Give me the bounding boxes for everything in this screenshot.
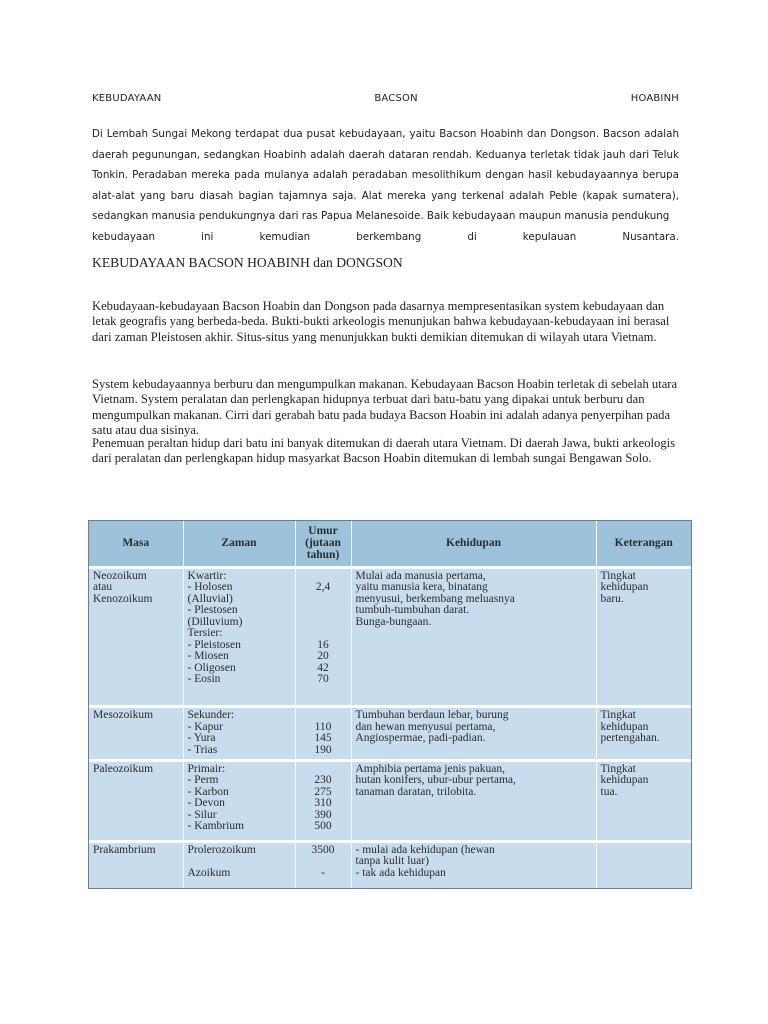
cell-line: Angiospermae, padi-padian. — [355, 732, 486, 745]
cell-line: Azoikum — [187, 866, 231, 879]
cell-line: pertengahan. — [600, 732, 660, 745]
cell-line: tumbuh-tumbuhan darat. — [355, 604, 470, 616]
cell-umur — [295, 707, 351, 761]
cell-line: Bunga-bungaan. — [355, 615, 432, 628]
cell-zaman — [183, 760, 295, 841]
cell-line: - Perm — [187, 774, 219, 787]
cell-line: 3500 — [311, 843, 335, 856]
cell-line: Paleozoikum — [93, 762, 154, 775]
cell-zaman — [183, 841, 295, 888]
table-row — [89, 707, 691, 761]
cell-umur — [295, 567, 351, 707]
header-zaman: Zaman — [183, 521, 295, 567]
cell-umur — [295, 760, 351, 841]
intro-last-word: Nusantara. — [622, 230, 679, 243]
cell-line: 390 — [314, 808, 332, 821]
cell-line: dan hewan menyusui pertama, — [355, 720, 496, 733]
cell-line: - Pleistosen — [187, 638, 241, 651]
cell-keterangan — [596, 707, 691, 761]
intro-last-word: ini — [201, 230, 214, 243]
cell-line: - Oligosen — [187, 661, 236, 674]
cell-line: Tingkat — [600, 569, 636, 582]
cell-line: kehidupan — [600, 720, 649, 733]
cell-line: Prolerozoikum — [187, 843, 256, 856]
cell-masa — [89, 707, 183, 761]
title-word-right: HOABINH — [630, 93, 679, 104]
cell-line: 190 — [314, 743, 332, 756]
cell-line: Tingkat — [600, 709, 636, 722]
header-umur-line: tahun) — [306, 549, 340, 562]
intro-paragraph — [92, 124, 679, 247]
cell-line: Prakambrium — [93, 843, 156, 856]
cell-line: - — [321, 866, 325, 879]
cell-line: 20 — [317, 650, 329, 662]
cell-line: - Silur — [187, 808, 217, 821]
header-umur-line: Umur — [308, 525, 338, 538]
intro-last-word: kemudian — [259, 230, 311, 243]
title-word-left: KEBUDAYAAN — [92, 93, 162, 104]
cell-line: 2,4 — [315, 581, 331, 593]
intro-last-word: kebudayaan — [92, 230, 156, 243]
cell-line: tua. — [600, 785, 618, 798]
body-paragraph: Kebudayaan-kebudayaan Bacson Hoabin dan Dongson pada dasarnya mempresentasikan system kebudayaan dan letak geografis yang berbeda-beda. Bukti-bukti arkeologis menunjukan bahwa kebudayaan-kebudayaan ini berasal dari zaman Pleistosen akhir. Situs-situs yang menunjukkan bukti demikian ditemukan di wilayah utara Vietnam. — [92, 299, 670, 344]
cell-line: - Kapur — [187, 720, 223, 733]
cell-line: kehidupan — [600, 774, 649, 787]
cell-keterangan — [596, 841, 691, 888]
cell-keterangan — [596, 567, 691, 707]
intro-body: Di Lembah Sungai Mekong terdapat dua pusat kebudayaan, yaitu Bacson Hoabinh dan Dongson. Bacson adalah daerah pegunungan, sedangkan Hoabinh adalah daerah dataran rendah. Keduanya terletak tidak jauh dari Teluk Tonkin. Peradaban mereka pada mulanya adalah peradaban mesolithikum dengan hasil kebudayaannya berupa alat-alat yang baru diasah bagian tajamnya saja. Alat mereka yang terkenal adalah Peble (kapak sumatera), sedangkan manusia pendukungnya dari ras Papua Melanesoide. Baik kebudayaan maupun manusia pendukung — [92, 128, 679, 222]
intro-last-word: di — [467, 230, 477, 243]
cell-line: tanpa kulit luar) — [355, 855, 429, 868]
cell-line: 16 — [317, 638, 329, 651]
cell-masa — [89, 567, 183, 707]
cell-line: 310 — [314, 797, 332, 810]
cell-masa — [89, 841, 183, 888]
cell-line: kehidupan — [600, 581, 649, 593]
intro-last-line — [92, 227, 679, 248]
table-row — [89, 760, 691, 841]
intro-last-word: kepulauan — [522, 230, 577, 243]
cell-line: menyusui, berkembang meluasnya — [355, 592, 515, 605]
cell-line: (Dilluvium) — [187, 615, 243, 628]
cell-kehidupan — [351, 567, 596, 707]
cell-kehidupan — [351, 760, 596, 841]
section-heading: KEBUDAYAAN BACSON HOABINH dan DONGSON — [92, 255, 403, 270]
cell-line: Mesozoikum — [93, 709, 154, 722]
title-word-center: BACSON — [374, 93, 418, 104]
table-row — [89, 567, 691, 707]
cell-line: 70 — [317, 673, 329, 685]
cell-line: Kenozoikum — [93, 592, 153, 605]
intro-last-word: berkembang — [356, 230, 422, 243]
cell-kehidupan — [351, 841, 596, 888]
table-body — [89, 567, 691, 888]
cell-line: - Plestosen — [187, 604, 238, 616]
cell-line: 275 — [314, 785, 332, 798]
header-masa: Masa — [89, 521, 183, 567]
cell-line: Kwartir: — [187, 569, 227, 582]
cell-line: - Yura — [187, 732, 216, 745]
cell-line — [300, 605, 347, 617]
cell-line: - Eosin — [187, 673, 221, 685]
cell-line: Primair: — [187, 762, 226, 775]
cell-line: Tersier: — [187, 627, 223, 639]
cell-line — [300, 628, 347, 640]
cell-line: 230 — [314, 774, 332, 787]
cell-line: - Trias — [187, 743, 218, 756]
cell-line: atau — [93, 581, 113, 593]
cell-line: Tumbuhan berdaun lebar, burung — [355, 709, 509, 722]
cell-line: baru. — [600, 592, 624, 605]
header-kehidupan: Kehidupan — [351, 521, 596, 567]
cell-line: 500 — [314, 820, 332, 833]
cell-zaman — [183, 567, 295, 707]
cell-line: - mulai ada kehidupan (hewan — [355, 843, 495, 856]
cell-umur — [295, 841, 351, 888]
cell-line: - Karbon — [187, 785, 229, 798]
cell-line: Mulai ada manusia pertama, — [355, 569, 486, 582]
cell-line: tanaman daratan, trilobita. — [355, 785, 477, 798]
table-row — [89, 841, 691, 888]
cell-kehidupan — [351, 707, 596, 761]
table-header-row — [89, 521, 691, 567]
cell-line: Neozoikum — [93, 569, 147, 582]
cell-line: Tingkat — [600, 762, 636, 775]
cell-line: - Holosen — [187, 581, 233, 593]
body-paragraph: System kebudayaannya berburu dan mengumpulkan makanan. Kebudayaan Bacson Hoabin terletak di sebelah utara Vietnam. System peralatan dan perlengkapan hidupnya terbuat dari batu-batu yang dipakai untuk berburu dan mengumpulkan makanan. Cirri dari gerabah batu pada budaya Bacson Hoabin ini adalah adanya penyerpihan pada satu atau dua sisinya. — [92, 377, 678, 437]
cell-line: hutan konifers, ubur-ubur pertama, — [355, 774, 516, 787]
header-umur — [295, 521, 351, 567]
cell-line: - tak ada kehidupan — [355, 866, 446, 879]
cell-line: (Alluvial) — [187, 592, 233, 605]
geologic-era-table — [88, 520, 692, 889]
cell-line: - Devon — [187, 797, 225, 810]
cell-keterangan — [596, 760, 691, 841]
header-umur-line: (jutaan — [305, 537, 341, 550]
cell-line: - Miosen — [187, 650, 229, 662]
cell-masa — [89, 760, 183, 841]
document-title — [92, 93, 679, 104]
header-keterangan: Keterangan — [596, 521, 691, 567]
era-table — [89, 521, 691, 888]
body-paragraph: Penemuan peraltan hidup dari batu ini banyak ditemukan di daerah utara Vietnam. Di daerah Jawa, bukti arkeologis dari peralatan dan perlengkapan hidup masyarkat Bacson Hoabin ditemukan di lembah sungai Bengawan Solo. — [92, 436, 676, 466]
cell-line: 145 — [314, 732, 332, 745]
cell-line: Amphibia pertama jenis pakuan, — [355, 762, 505, 775]
cell-zaman — [183, 707, 295, 761]
cell-line: Sekunder: — [187, 709, 235, 722]
cell-line: yaitu manusia kera, binatang — [355, 581, 488, 593]
cell-line: 42 — [317, 661, 329, 674]
cell-line — [300, 710, 347, 722]
cell-line: - Kambrium — [187, 820, 245, 833]
cell-line: 110 — [314, 720, 332, 733]
